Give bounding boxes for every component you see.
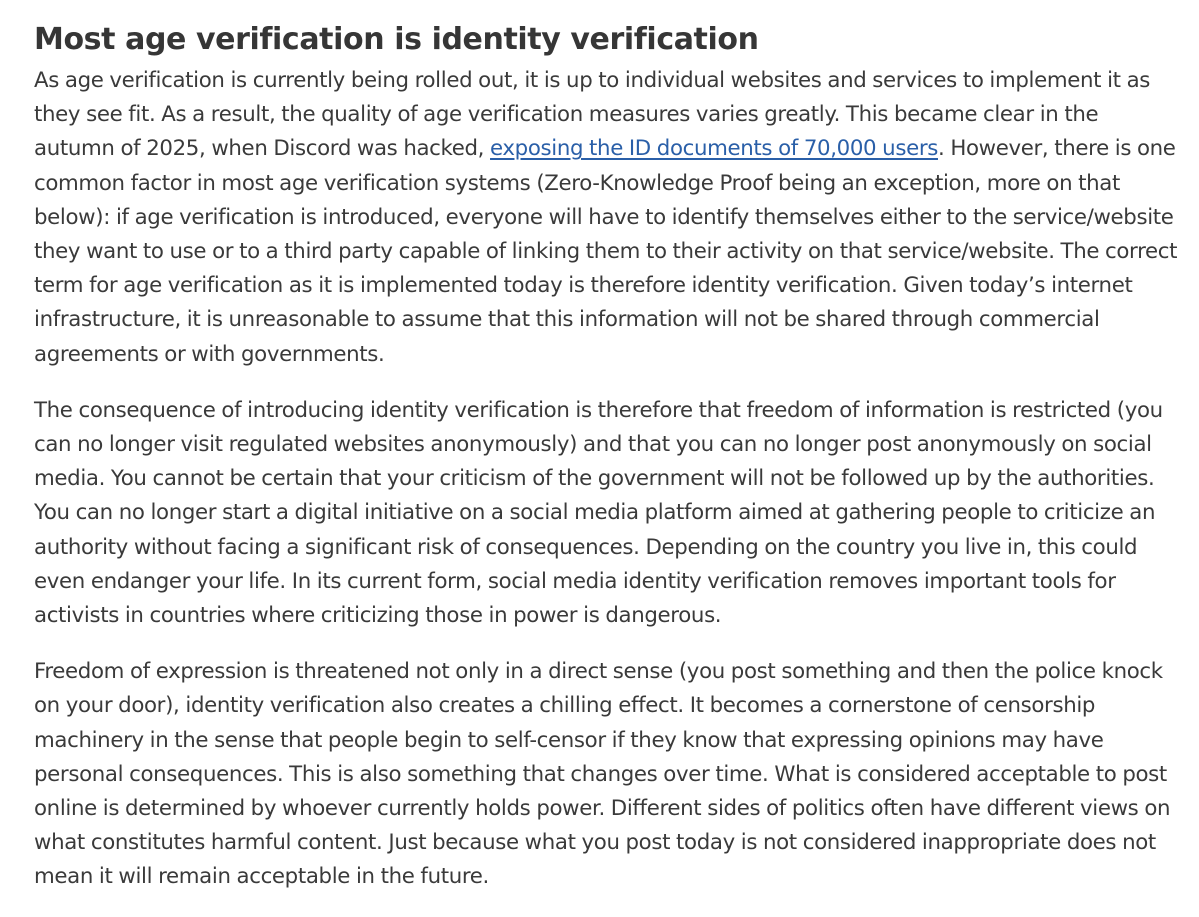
section-heading: Most age verification is identity verification xyxy=(34,22,759,57)
paragraph-3: Freedom of expression is threatened not only in a direct sense (you post something and then the police knock on your door), identity verification also creates a chilling effect. It becomes a cornerstone of censorship machinery in the sense that people begin to self-censor if they know that expressing opinions may have personal consequences. This is also something that changes over time. What is considered acceptable to post online is determined by whoever currently holds power. Different sides of politics often have different views on what constitutes harmful content. Just because what you post today is not considered inappropriate does not mean it will remain acceptable in the future. xyxy=(34,659,1171,890)
article-section xyxy=(34,20,1184,917)
paragraph-2: The consequence of introducing identity verification is therefore that freedom of information is restricted (you can no longer visit regulated websites anonymously) and that you can no longer post anonymously on social media. You cannot be certain that your criticism of the government will not be followed up by the authorities. You can no longer start a digital initiative on a social media platform aimed at gathering people to criticize an authority without facing a significant risk of consequences. Depending on the country you live in, this could even endanger your life. In its current form, social media identity verification removes important tools for activists in countries where criticizing those in power is dangerous. xyxy=(34,397,1163,629)
paragraph-1 xyxy=(34,64,1184,372)
discord-id-leak-link[interactable]: exposing the ID documents of 70,000 users xyxy=(490,136,938,162)
paragraph-1-text-before-link: As age verification is currently being rolled out, it is up to individual websites and services to implement it as they see fit. As a result, the quality of age verification measures varies greatly. This became clear in the autumn of 2025, when Discord was hacked, xyxy=(34,68,1151,162)
paragraph-1-text-after-link: . However, there is one common factor in most age verification systems (Zero-Knowledge Proof being an exception, more on that below): if age verification is introduced, everyone will have to identify themselves either to the service/website they want to use or to a third party capable of linking them to their activity on that service/website. The correct term for age verification as it is implemented today is therefore identity verification. Given today’s internet infrastructure, it is unreasonable to assume that this information will not be shared through commercial agreements or with governments. xyxy=(34,136,1178,367)
